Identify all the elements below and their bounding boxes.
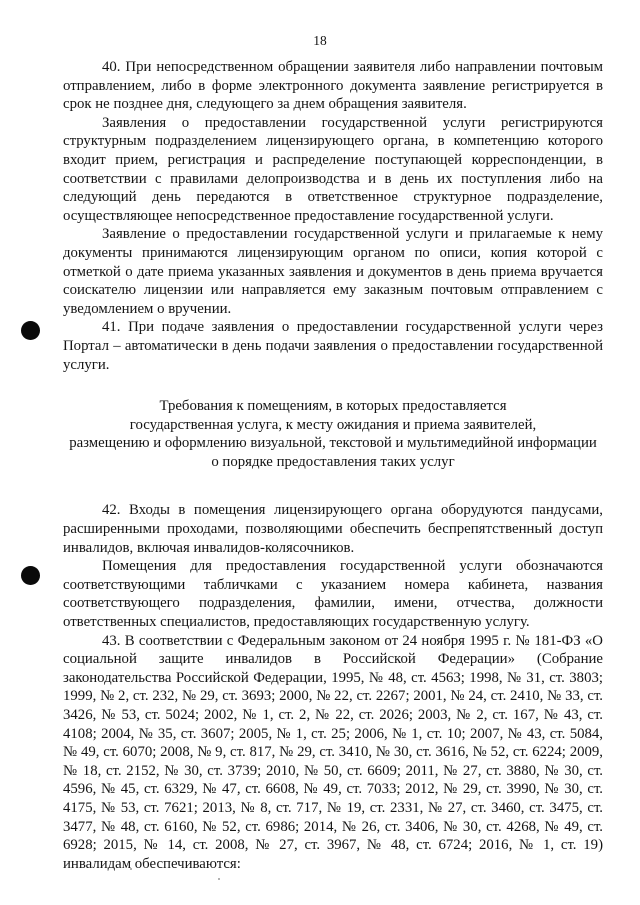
section-heading <box>63 397 603 471</box>
heading-line: размещению и оформлению визуальной, текстовой и мультимедийной информации <box>69 435 597 452</box>
heading-line: государственная услуга, к месту ожидания и приема заявителей, <box>129 416 537 433</box>
paragraph-42: 42. Входы в помещения лицензирующего органа оборудуются пандусами, расширенными проходами, позволяющими обеспечить беспрепятственный доступ инвалидов, включая инвалидов-колясочников. <box>63 502 603 556</box>
heading-line: Требования к помещениям, в которых предоставляется <box>159 398 507 415</box>
paragraph-premises: Помещения для предоставления государственной услуги обозначаются соответствующими табличками с указанием номера кабинета, названия соответствующего подразделения, фамилии, имени, отчества, должности ответственных специалистов, предоставляющих государственную услугу. <box>63 558 603 631</box>
scan-speck <box>218 878 220 880</box>
paragraph-41: 41. При подаче заявления о предоставлении государственной услуги через Портал – автоматически в день подачи заявления о предоставлении государственной услуги. <box>63 319 603 373</box>
document-body <box>63 58 603 873</box>
paragraph-43: 43. В соответствии с Федеральным законом от 24 ноября 1995 г. № 181-ФЗ «О социальной защите инвалидов в Российской Федерации» (Собрание законодательства Российской Федерации, 1995, № 48, ст. 4563; 1998, № 31, ст. 3803; 1999, № 2, ст. 232, № 29, ст. 3693; 2000, № 22, ст. 2267; 2001, № 24, ст. 2410, № 33, ст. 3426, № 53, ст. 5024; 2002, № 1, ст. 2, № 22, ст. 2026; 2003, № 2, ст. 167, № 43, ст. 4108; 2004, № 35, ст. 3607; 2005, № 1, ст. 25; 2006, № 1, ст. 10; 2007, № 43, ст. 5084, № 49, ст. 6070; 2008, № 9, ст. 817, № 29, ст. 3410, № 30, ст. 3616, № 52, ст. 6224; 2009, № 18, ст. 2152, № 30, ст. 3739; 2010, № 50, ст. 6609; 2011, № 27, ст. 3880, № 30, ст. 4596, № 45, ст. 6329, № 47, ст. 6608, № 49, ст. 7033; 2012, № 29, ст. 3990, № 30, ст. 4175, № 53, ст. 7621; 2013, № 8, ст. 717, № 19, ст. 2331, № 27, ст. 3460, ст. 3475, ст. 3477, № 48, ст. 6160, № 52, ст. 6986; 2014, № 26, ст. 3406, № 30, ст. 4268, № 49, ст. 6928; 2015, № 14, ст. 2008, № 27, ст. 3967, № 48, ст. 6724; 2016, № 1, ст. 19) инвалидам обеспечиваются: <box>63 632 603 872</box>
paragraph-inventory: Заявление о предоставлении государственной услуги и прилагаемые к нему документы принимаются лицензирующим органом по описи, копия которой с отметкой о дате приема указанных заявления и документов в день приема вручается соискателю лицензии или направляется ему заказным почтовым отправлением с уведомлением о вручении. <box>63 226 603 317</box>
page-number: 18 <box>313 33 327 48</box>
paragraph-registration: Заявления о предоставлении государственной услуги регистрируются структурным подразделением лицензирующего органа, в компетенцию которого входит прием, регистрация и распределение поступающей корреспонденции, в соответствии с правилами делопроизводства и в день их поступления либо на следующий день передаются в ответственное структурное подразделение, осуществляющее непосредственное предоставление государственной услуги. <box>63 114 603 224</box>
punch-hole-mark <box>21 321 40 340</box>
punch-hole-mark <box>21 566 40 585</box>
paragraph-40: 40. При непосредственном обращении заявителя либо направлении почтовым отправлением, либо в форме электронного документа заявление регистрируется в срок не позднее дня, следующего за днем обращения заявителя. <box>63 59 603 113</box>
heading-line: о порядке предоставления таких услуг <box>211 453 455 470</box>
